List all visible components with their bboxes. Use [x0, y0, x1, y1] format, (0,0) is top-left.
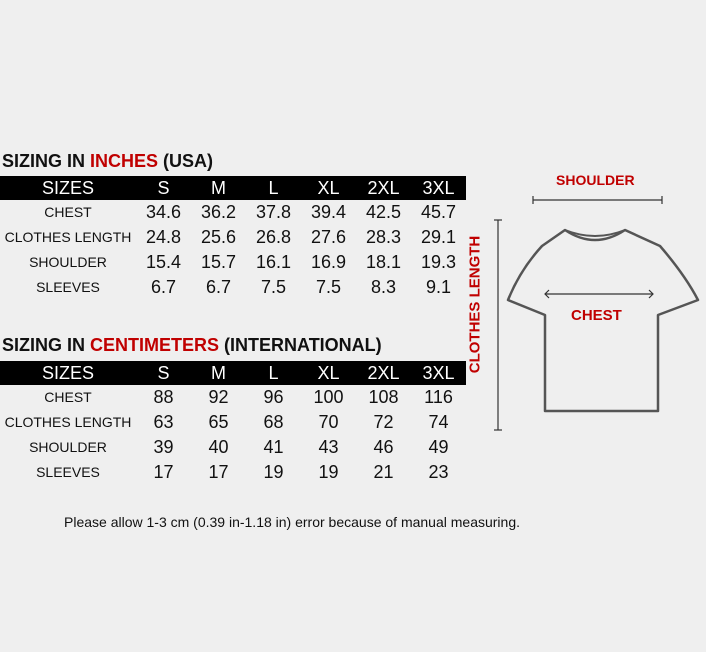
table-row: [0, 410, 466, 435]
table-cell: 18.1: [365, 252, 402, 272]
table-row: [0, 385, 466, 410]
table-cell: 39.4: [310, 202, 347, 222]
cm-title-accent: CENTIMETERS: [90, 335, 220, 355]
table-cell: 26.8: [255, 227, 292, 247]
inches-header-sizes: SIZES: [0, 176, 136, 200]
inches-header-xl: XL: [301, 176, 356, 200]
table-cell: 6.7: [150, 277, 177, 297]
table-cell: 16.1: [255, 252, 292, 272]
table-cell: 19: [318, 462, 339, 482]
inches-header-2xl: 2XL: [356, 176, 411, 200]
table-cell: 6.7: [205, 277, 232, 297]
table-cell: 28.3: [365, 227, 402, 247]
table-row: [0, 460, 466, 485]
clothes-length-label: CLOTHES LENGTH: [466, 235, 484, 374]
table-cell: 27.6: [310, 227, 347, 247]
table-cell: 25.6: [200, 227, 237, 247]
table-cell: 17: [208, 462, 229, 482]
table-cell: 34.6: [145, 202, 182, 222]
row-label: CHEST: [44, 389, 92, 405]
table-row: [0, 435, 466, 460]
table-cell: 21: [373, 462, 394, 482]
table-cell: 41: [263, 437, 284, 457]
row-label: SLEEVES: [36, 279, 100, 295]
cm-header-row: [0, 361, 466, 385]
table-cell: 42.5: [365, 202, 402, 222]
table-cell: 92: [208, 387, 229, 407]
table-cell: 74: [428, 412, 449, 432]
inches-header-l: L: [246, 176, 301, 200]
inches-section-title: [2, 151, 213, 172]
table-cell: 19.3: [420, 252, 457, 272]
table-cell: 43: [318, 437, 339, 457]
table-cell: 19: [263, 462, 284, 482]
table-cell: 116: [424, 387, 453, 407]
table-cell: 24.8: [145, 227, 182, 247]
shoulder-label: SHOULDER: [556, 172, 635, 188]
inches-header-row: [0, 176, 466, 200]
table-row: [0, 250, 466, 275]
inches-header-s: S: [136, 176, 191, 200]
table-row: [0, 200, 466, 225]
inches-title-accent: INCHES: [90, 151, 159, 171]
table-cell: 8.3: [370, 277, 397, 297]
inches-header-3xl: 3XL: [411, 176, 466, 200]
table-cell: 17: [153, 462, 174, 482]
cm-title-prefix: SIZING IN: [2, 335, 91, 355]
table-cell: 68: [263, 412, 284, 432]
cm-header-sizes: SIZES: [0, 361, 136, 385]
table-cell: 15.4: [145, 252, 182, 272]
row-label: CLOTHES LENGTH: [4, 229, 132, 245]
table-cell: 65: [208, 412, 229, 432]
table-cell: 63: [153, 412, 174, 432]
row-label: SHOULDER: [29, 254, 107, 270]
row-label: SLEEVES: [36, 464, 100, 480]
table-cell: 108: [368, 387, 399, 407]
centimeters-size-table: [0, 361, 466, 485]
cm-header-l: L: [246, 361, 301, 385]
chest-label: CHEST: [571, 307, 622, 324]
row-label: CLOTHES LENGTH: [4, 414, 132, 430]
row-label: CHEST: [44, 204, 92, 220]
row-label: SHOULDER: [29, 439, 107, 455]
cm-header-xl: XL: [301, 361, 356, 385]
table-cell: 40: [208, 437, 229, 457]
table-cell: 29.1: [420, 227, 457, 247]
inches-size-table: [0, 176, 466, 300]
cm-header-s: S: [136, 361, 191, 385]
table-cell: 72: [373, 412, 394, 432]
table-cell: 7.5: [260, 277, 287, 297]
cm-header-3xl: 3XL: [411, 361, 466, 385]
inches-title-suffix: (USA): [158, 151, 214, 171]
measurement-note: Please allow 1-3 cm (0.39 in-1.18 in) error because of manual measuring.: [64, 514, 521, 530]
table-cell: 70: [318, 412, 339, 432]
table-cell: 37.8: [255, 202, 292, 222]
table-cell: 7.5: [315, 277, 342, 297]
table-cell: 36.2: [200, 202, 237, 222]
table-cell: 46: [373, 437, 394, 457]
table-cell: 23: [428, 462, 449, 482]
table-cell: 39: [153, 437, 174, 457]
cm-title-suffix: (INTERNATIONAL): [219, 335, 382, 355]
table-cell: 96: [263, 387, 284, 407]
cm-header-2xl: 2XL: [356, 361, 411, 385]
table-cell: 9.1: [425, 277, 452, 297]
table-cell: 45.7: [420, 202, 457, 222]
inches-header-m: M: [191, 176, 246, 200]
table-cell: 49: [428, 437, 449, 457]
centimeters-section-title: [2, 335, 382, 356]
table-cell: 88: [153, 387, 174, 407]
table-row: [0, 275, 466, 300]
table-cell: 15.7: [200, 252, 237, 272]
table-cell: 100: [313, 387, 344, 407]
inches-title-prefix: SIZING IN: [2, 151, 91, 171]
table-cell: 16.9: [310, 252, 347, 272]
cm-header-m: M: [191, 361, 246, 385]
table-row: [0, 225, 466, 250]
